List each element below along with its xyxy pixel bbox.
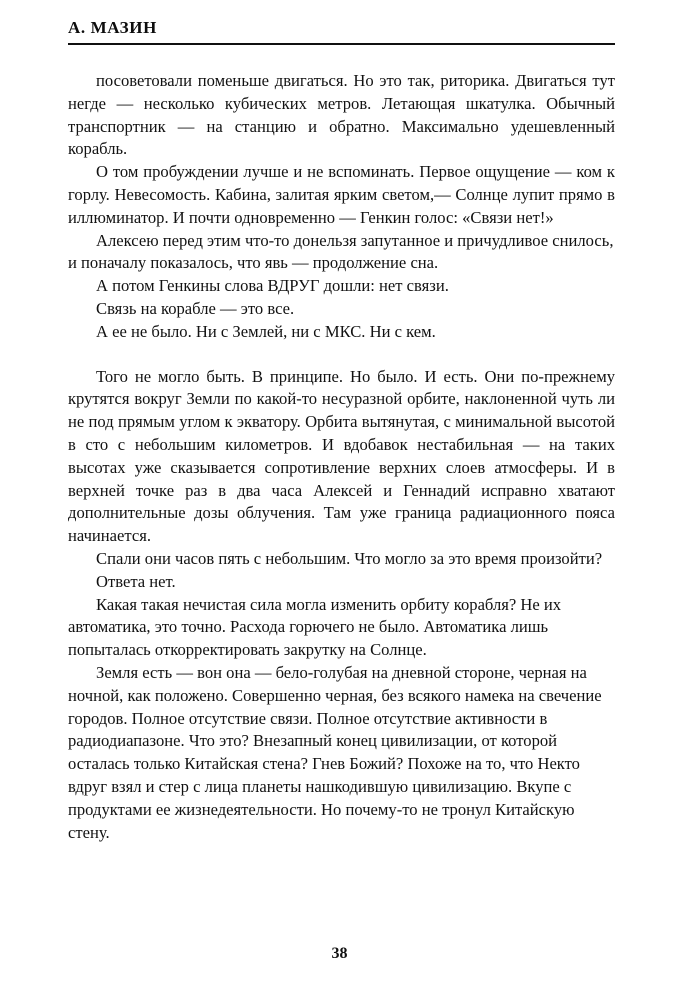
paragraph: Связь на корабле — это все. xyxy=(96,298,295,318)
paragraph: Алексею перед этим что-то донельзя запутанное и причудливое снилось, и поначалу показалось, что явь — продолжение сна. xyxy=(68,230,614,273)
paragraph: Земля есть — вон она — бело-голубая на дневной стороне, черная на ночной, как положено. Совершенно черная, без всякого намека на свечение городов. Полное отсутствие связи. Полное отсутствие активности в радиодиапазоне. Что это? Внезапный конец цивилизации, от которой осталась только Китайская стена? Гнев Божий? Похоже на то, что Некто вдруг взял и стер с лица планеты нашкодившую цивилизацию. Вкупе с продуктами ее жизнедеятельности. Но почему-то не тронул Китайскую стену. xyxy=(68,662,602,842)
header-rule xyxy=(68,43,615,45)
running-header-title: А. МАЗИН xyxy=(68,18,157,37)
paragraph: Ответа нет. xyxy=(96,571,176,591)
paragraph: О том пробуждении лучше и не вспоминать. Первое ощущение — ком к горлу. Невесомость. Кабина, залитая ярким светом,— Солнце лупит прямо в иллюминатор. И почти одновременно — Генкин голос: «Связи нет!» xyxy=(68,162,615,227)
section-break xyxy=(68,344,615,366)
paragraph: Спали они часов пять с небольшим. Что могло за это время произойти? xyxy=(96,548,603,568)
paragraph: посоветовали поменьше двигаться. Но это так, риторика. Двигаться тут негде — несколько кубических метров. Летающая шкатулка. Обычный транспортник — на станцию и обратно. Максимально удешевленный корабль. xyxy=(68,71,615,159)
body-text-block xyxy=(68,70,615,844)
paragraph: Какая такая нечистая сила могла изменить орбиту корабля? Не их автоматика, это точно. Расхода горючего не было. Автоматика лишь попыталась откорректировать закрутку на Солнце. xyxy=(68,594,562,660)
paragraph: А ее не было. Ни с Землей, ни с МКС. Ни с кем. xyxy=(96,321,436,341)
paragraph: А потом Генкины слова ВДРУГ дошли: нет связи. xyxy=(96,276,449,296)
running-header xyxy=(68,18,615,45)
paragraph: Того не могло быть. В принципе. Но было. И есть. Они по-прежнему крутятся вокруг Земли по какой-то несуразной орбите, наклоненной чуть ли не под прямым углом к экватору. Орбита вытянутая, с минимальной высотой в сто с небольшим километров. И вдобавок нестабильная — на таких высотах уже сказывается сопротивление верхних слоев атмосферы. И в верхней точке раз в два часа Алексей и Геннадий исправно хватают дополнительные дозы облучения. Там уже граница радиационного пояса начинается. xyxy=(68,366,615,546)
page-number: 38 xyxy=(331,945,348,962)
